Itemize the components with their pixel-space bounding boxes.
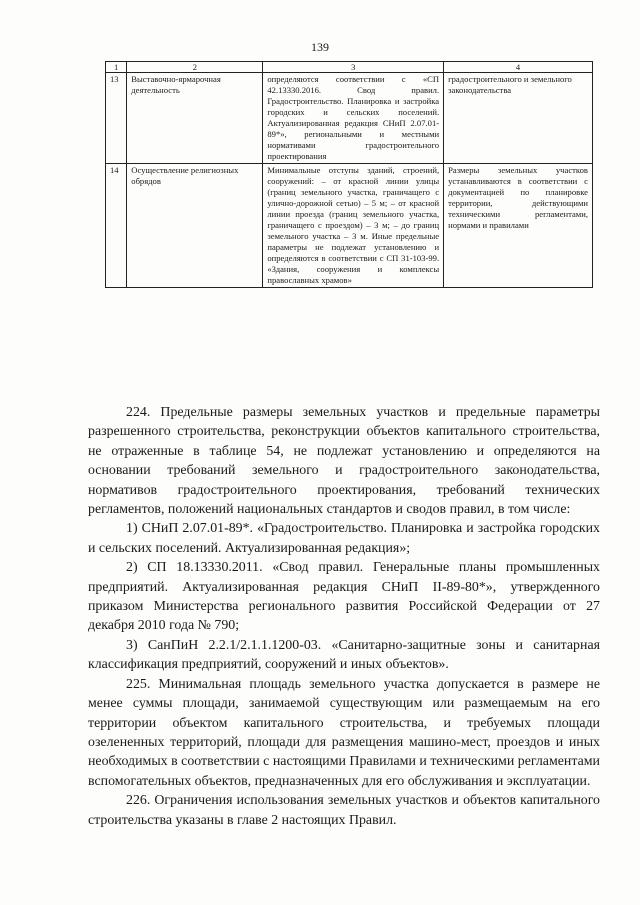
header-cell: 1 xyxy=(106,62,127,73)
list-item: 3) СанПиН 2.2.1/2.1.1.1200-03. «Санитарно-защитные зоны и санитарная классификация предприятий, сооружений и иных объектов». xyxy=(88,637,600,673)
use-type-name: Выставочно-ярмарочная деятельность xyxy=(127,73,263,164)
regulations-table xyxy=(105,61,593,288)
header-cell: 4 xyxy=(444,62,593,73)
notes-cell: Размеры земельных участков устанавливаются в соответствии с документацией по планировке территории, действующими техническими регламентами, нормами и правилами xyxy=(444,164,593,288)
use-type-name: Осуществление религиозных обрядов xyxy=(127,164,263,288)
row-number: 13 xyxy=(106,73,127,164)
table-row xyxy=(106,73,593,164)
page-number: 139 xyxy=(311,40,329,54)
paragraph-224: 224. Предельные размеры земельных участков и предельные параметры разрешенного строительства, реконструкции объектов капитального строительства, не отраженные в таблице 54, не подлежат установлению и определяются на основании требований земельного и градостроительного законодательства, нормативов градостроительного проектирования, требований технических регламентов, положений национальных стандартов и сводов правил, в том числе: xyxy=(88,405,600,518)
header-cell: 3 xyxy=(263,62,444,73)
notes-cell: градостроительного и земельного законодательства xyxy=(444,73,593,164)
list-item: 1) СНиП 2.07.01-89*. «Градостроительство. Планировка и застройка городских и сельских поселений. Актуализированная редакция»; xyxy=(88,521,600,556)
list-item: 2) СП 18.13330.2011. «Свод правил. Генеральные планы промышленных предприятий. Актуализированная редакция СНиП II-89-80*», утвержденного приказом Министерства регионального развития Российской Федерации от 27 декабря 2010 года № 790; xyxy=(88,560,600,634)
parameters-cell: Минимальные отступы зданий, строений, сооружений: – от красной линии улицы (границ земельного участка, граничащего с улично-дорожной сетью) – 5 м; – от красной линии проезда (границ земельного участка, граничащего с проездом) – 3 м; – до границ земельного участка – 3 м. Иные предельные параметры не подлежат установлению и определяются в соответствии с СП 31-103-99. «Здания, сооружения и комплексы православных храмов» xyxy=(263,164,444,288)
paragraph-225: 225. Минимальная площадь земельного участка допускается в размере не менее суммы площади, занимаемой существующим или размещаемым на его территории объектом капитального строительства, и требуемых площади озелененных территорий, площади для размещения машино-мест, проездов и иных необходимых в соответствии с настоящими Правилами и техническими регламентами вспомогательных объектов, предназначенных для его обслуживания и эксплуатации. xyxy=(88,676,600,789)
table-header-row xyxy=(106,62,593,73)
body-text xyxy=(88,403,600,830)
table-row xyxy=(106,164,593,288)
row-number: 14 xyxy=(106,164,127,288)
header-cell: 2 xyxy=(127,62,263,73)
paragraph-226: 226. Ограничения использования земельных участков и объектов капитального строительства указаны в главе 2 настоящих Правил. xyxy=(88,793,600,828)
parameters-cell: определяются соответствии с «СП 42.13330.2016. Свод правил. Градостроительство. Планировка и застройка городских и сельских поселений. Актуализированная редакция СНиП 2.07.01-89*», региональными и местными нормативами градостроительного проектирования xyxy=(263,73,444,164)
